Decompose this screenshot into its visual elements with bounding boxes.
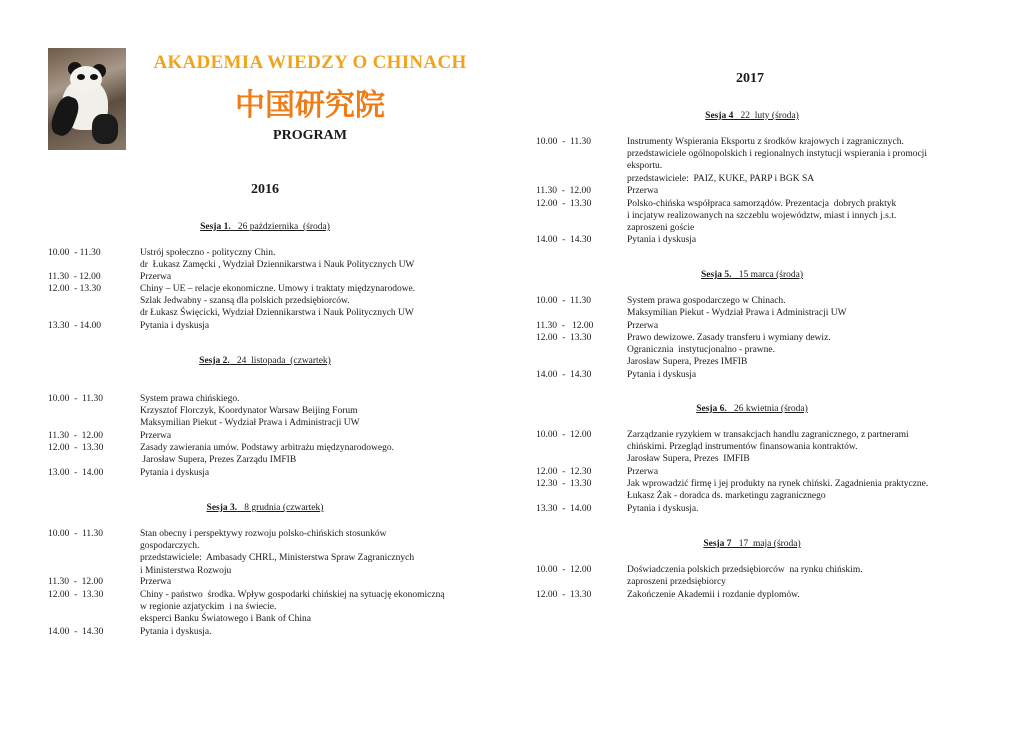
schedule-description [627,589,800,601]
description-line: Przerwa [627,467,659,477]
description-line: System prawa gospodarczego w Chinach. [627,296,786,306]
description-line: Przerwa [140,431,172,441]
schedule-description [140,576,171,588]
schedule-time: 12.00 - 13.30 [536,199,592,209]
session-date: 8 grudnia [237,503,281,513]
session-label: Sesja 4 [705,111,734,121]
session-label: Sesja 6. [696,404,727,414]
schedule-description [627,369,696,381]
description-line: Prawo dewizowe. Zasady transferu i wymiany dewiz. [627,333,831,343]
panda-eye [90,74,98,80]
schedule-description [627,503,699,515]
session-label: Sesja 1. [200,222,231,232]
session-heading [652,539,852,549]
schedule-description [140,271,171,283]
schedule-description [627,478,928,502]
schedule-description [627,320,658,332]
schedule-time: 10.00 - 12.00 [536,430,592,440]
description-line: Doświadczenia polskich przedsiębiorców na rynku chińskim. [627,565,863,575]
schedule-time: 11.30 - 12.00 [48,577,104,587]
session-label: Sesja 7 [703,539,732,549]
session-label: Sesja 2. [199,356,230,366]
description-line: Pytania i dyskusja [627,370,697,380]
schedule-description [627,198,896,235]
session-day: (czwartek) [280,503,324,513]
description-line: chińskimi. Przegląd instrumentów finansowania kontraktów. [627,442,858,453]
schedule-description [627,466,658,478]
schedule-description [627,332,831,369]
description-line: Krzysztof Florczyk, Koordynator Warsaw Beijing Forum [140,406,358,417]
session-heading [165,356,365,366]
description-line: w regionie azjatyckim i na świecie. [140,602,277,613]
academy-title-chinese: 中国研究院 [235,88,385,123]
session-heading [165,222,365,232]
description-line: Przerwa [627,186,659,196]
schedule-time: 11.30 - 12.00 [48,272,101,282]
schedule-time: 11.30 - 12.00 [48,431,104,441]
schedule-time: 10.00 - 11.30 [48,248,101,258]
schedule-time: 10.00 - 11.30 [536,137,592,147]
description-line: Przerwa [140,272,172,282]
schedule-time: 12.00 - 13.30 [48,443,104,453]
session-heading [165,503,365,513]
session-date: 22 luty (środa) [733,111,799,121]
schedule-time: 12.00 - 12.30 [536,467,592,477]
description-line: Zarządzanie ryzykiem w transakcjach handlu zagranicznego, z partnerami [627,430,909,440]
schedule-time: 10.00 - 11.30 [536,296,592,306]
schedule-time: 12.00 - 13.30 [48,590,104,600]
year-heading-right: 2017 [736,71,764,86]
schedule-time: 14.00 - 14.30 [536,370,592,380]
schedule-description [140,467,209,479]
schedule-description [140,320,209,332]
schedule-description [140,247,414,271]
panda-photo [48,48,126,150]
description-line: Polsko-chińska współpraca samorządów. Prezentacja dobrych praktyk [627,199,897,209]
description-line: Przerwa [627,321,659,331]
schedule-time: 13.00 - 14.00 [48,468,104,478]
schedule-time: 11.30 - 12.00 [536,321,594,331]
schedule-time: 14.00 - 14.30 [48,627,104,637]
schedule-time: 12.00 - 13.30 [536,590,592,600]
session-date: 26 kwietnia (środa) [726,404,808,414]
schedule-description [627,564,863,588]
description-line: Maksymilian Piekut - Wydział Prawa i Administracji UW [140,418,360,429]
description-line: gospodarczych. [140,541,200,552]
session-date: 24 listopada (czwartek) [229,356,331,366]
schedule-time: 13.30 - 14.00 [48,321,102,331]
description-line: Stan obecny i perspektywy rozwoju polsko-chińskich stosunków [140,529,387,539]
session-label: Sesja 5. [700,270,732,280]
description-line: Jarosław Supera, Prezes IMFIB [627,454,750,465]
description-line: Szlak Jedwabny - szansą dla polskich przedsiębiorców. [140,296,350,307]
schedule-description [140,430,171,442]
description-line: eksportu. [627,161,663,172]
schedule-description [140,626,212,638]
schedule-description [140,528,414,577]
schedule-description [140,442,394,466]
schedule-time: 11.30 - 12.00 [536,186,592,196]
schedule-description [627,136,927,185]
description-line: Pytania i dyskusja [627,235,697,245]
description-line: przedstawiciele ogólnopolskich i regionalnych instytucji wspierania i promocji [627,149,927,160]
session-date: 17 maja (środa) [731,539,801,549]
description-line: i Ministerstwa Rozwoju [140,565,232,576]
schedule-description [627,185,658,197]
academy-title: AKADEMIA WIEDZY O CHINACH [153,52,467,73]
description-line: System prawa chińskiego. [140,394,240,404]
schedule-time: 13.30 - 14.00 [536,504,592,514]
description-line: Pytania i dyskusja. [627,504,699,514]
panda-head [70,66,102,92]
description-line: Chiny - państwo środka. Wpływ gospodarki chińskiej na sytuację ekonomiczną [140,590,445,600]
schedule-time: 12.30 - 13.30 [536,479,592,489]
year-heading-left: 2016 [251,182,279,197]
schedule-time: 10.00 - 11.30 [48,394,104,404]
description-line: Łukasz Żak - doradca ds. marketingu zagranicznego [627,491,826,502]
description-line: zaproszeni goście [627,223,695,234]
description-line: Maksymilian Piekut - Wydział Prawa i Administracji UW [627,308,847,319]
description-line: Pytania i dyskusja. [140,627,212,637]
description-line: i incjatyw realizowanych na szczeblu województw, miast i innych j.s.t. [627,211,897,222]
description-line: eksperci Banku Światowego i Bank of China [140,614,311,625]
description-line: Ogranicznia instytucjonalno - prawne. [627,345,775,356]
panda-leg [92,114,118,144]
session-heading [652,111,852,121]
program-heading: PROGRAM [273,128,347,143]
session-heading [652,404,852,414]
schedule-time: 14.00 - 14.30 [536,235,592,245]
session-date: 26 października (środa) [230,222,330,232]
schedule-description [627,429,909,466]
description-line: zaproszeni przedsiębiorcy [627,577,726,588]
description-line: przedstawiciele: Ambasady CHRL, Ministerstwa Spraw Zagranicznych [140,553,415,564]
panda-eye [77,74,85,80]
schedule-description [140,283,415,320]
description-line: Zakończenie Akademii i rozdanie dyplomów. [627,590,800,600]
schedule-description [140,589,445,626]
schedule-description [140,393,360,430]
session-date: 15 marca (środa) [731,270,804,280]
description-line: Pytania i dyskusja [140,321,210,331]
session-label: Sesja 3. [206,503,238,513]
description-line: Instrumenty Wspierania Eksportu z środków krajowych i zagranicznych. [627,137,904,147]
description-line: Zasady zawierania umów. Podstawy arbitrażu międzynarodowego. [140,443,394,453]
description-line: Jarosław Supera, Prezes IMFIB [627,357,748,368]
schedule-description [627,295,847,319]
description-line: Ustrój społeczno - polityczny Chin. [140,248,276,258]
description-line: Chiny – UE – relacje ekonomiczne. Umowy i traktaty międzynarodowe. [140,284,416,294]
schedule-time: 12.00 - 13.30 [536,333,592,343]
description-line: Przerwa [140,577,172,587]
description-line: Jarosław Supera, Prezes Zarządu IMFIB [140,455,297,466]
description-line: Jak wprowadzić firmę i jej produkty na rynek chiński. Zagadnienia praktyczne. [627,479,929,489]
schedule-description [627,234,696,246]
schedule-time: 10.00 - 12.00 [536,565,592,575]
description-line: dr Łukasz Święcicki, Wydział Dziennikarstwa i Nauk Politycznych UW [140,308,414,319]
session-heading [652,270,852,280]
schedule-time: 12.00 - 13.30 [48,284,102,294]
description-line: Pytania i dyskusja [140,468,210,478]
description-line: przedstawiciele: PAIZ, KUKE, PARP i BGK SA [627,173,815,184]
description-line: dr Łukasz Zamęcki , Wydział Dziennikarstwa i Nauk Politycznych UW [140,260,415,271]
schedule-time: 10.00 - 11.30 [48,529,104,539]
